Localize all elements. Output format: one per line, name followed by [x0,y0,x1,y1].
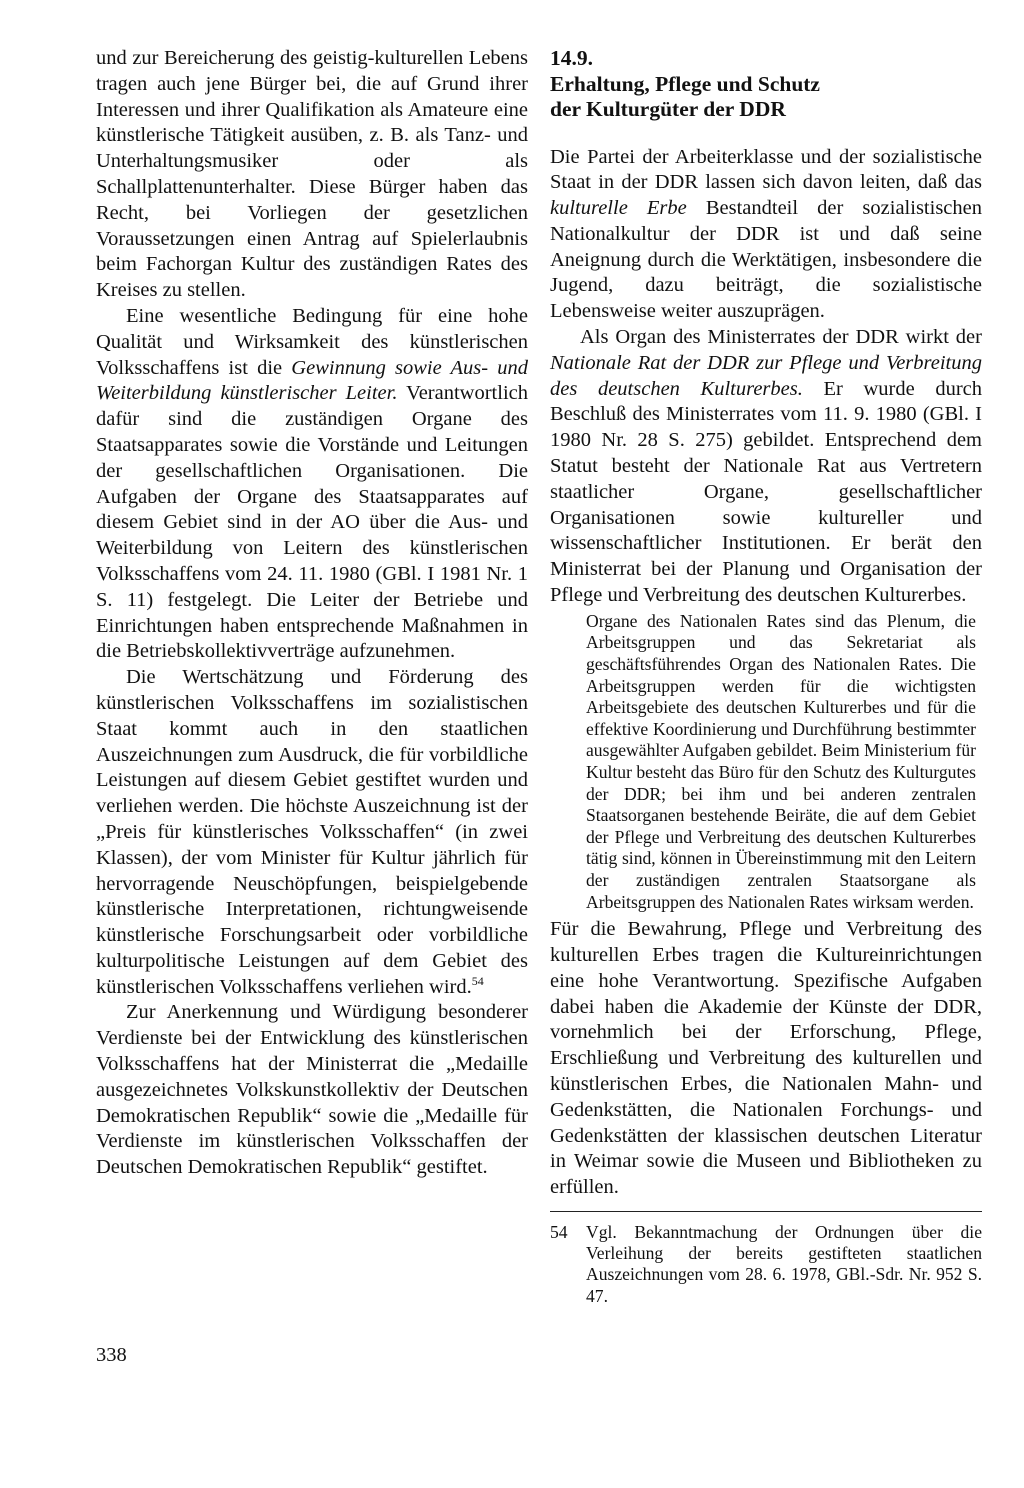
footnote-divider [550,1211,982,1212]
section-number: 14.9. [550,46,593,70]
right-column [550,46,982,1307]
footnote-reference[interactable]: 54 [471,973,484,988]
left-p2-text-a: Eine wesentliche Bedingung für eine hohe Qualität und Wirksamkeit des künstlerischen Volksschaffens ist die [96,304,528,379]
left-p3-text: Die Wertschätzung und Förderung des künstlerischen Volksschaffens im sozialistischen Staat kommt auch in den staatlichen Auszeichnungen zum Ausdruck, die für vorbildliche Leistungen auf diesem Gebiet gestiftet wurden und verliehen werden. Die höchste Auszeichnung ist der „Preis für künstlerisches Volksschaffen“ (in zwei Klassen), der vom Minister für Kultur jährlich für hervorragende Neuschöpfungen, beispielgebende künstlerische Interpretationen, richtungweisende künstlerische Forschungsarbeit oder vorbildliche kulturpolitische Leistungen auf dem Gebiet des künstlerischen Volksschaffens verliehen wird. [96,666,528,998]
right-p1-text-a: Die Partei der Arbeiterklasse und der sozialistische Staat in der DDR lassen sich davon leiten, daß das [550,145,982,194]
right-p2-text-b: Er wurde durch Beschluß des Ministerrates vom 11. 9. 1980 (GBl. I 1980 Nr. 28 S. 275) gebildet. Entsprechend dem Statut besteht der Nationale Rat aus Vertretern staatlicher Organe, gesellschaftlicher Organisationen sowie kultureller und wissenschaftlicher Institutionen. Er berät den Ministerrat bei der Planung und Organisation der Pflege und Verbreitung des deutschen Kulturerbes. [550,377,982,607]
right-paragraph-3: Für die Bewahrung, Pflege und Verbreitung des kulturellen Erbes tragen die Kultureinrichtungen eine hohe Verantwortung. Spezifische Aufgaben dabei haben die Akademie der Künste der DDR, vornehmlich bei der Erforschung, Pflege, Erschließung und Verbreitung des kulturellen und künstlerischen Erbes, die Nationalen Mahn- und Gedenkstätten, die Nationalen Forchungs- und Gedenkstätten der klassischen deutschen Literatur in Weimar sowie die Museen und Bibliotheken zu erfüllen. [550,918,982,1199]
right-paragraph-1 [550,145,982,326]
section-heading [550,46,982,123]
right-p1-text-b: Bestandteil der sozialistischen Nationalkultur der DDR ist und daß seine Aneignung durch die Werktätigen, insbesondere die Jugend, dazu beiträgt, die sozialistische Lebensweise weiter auszuprägen. [550,197,982,323]
left-p2-text-b: Verantwortlich dafür sind die zuständigen Organe des Staatsapparates sowie die Vorstände und Leitungen der gesellschaftlichen Organisationen. Die Aufgaben der Organe des Staatsapparates auf diesem Gebiet sind in der AO über die Aus- und Weiterbildung von Leitern des künstlerischen Volksschaffens vom 24. 11. 1980 (GBl. I 1981 Nr. 1 S. 11) festgelegt. Die Leiter der Betriebe und Einrichtungen haben entsprechende Maßnahmen in die Betriebskollektivverträge aufzunehmen. [96,382,528,663]
right-p1-emphasis: kulturelle Erbe [550,197,687,220]
footnote-text: Vgl. Bekanntmachung der Ordnungen über die Verleihung der bereits gestifteten staatlichen Auszeichnungen vom 28. 6. 1978, GBl.-Sdr. Nr. 952 S. 47. [586,1221,982,1306]
small-print-paragraph: Organe des Nationalen Rates sind das Plenum, die Arbeitsgruppen und das Sekretariat als geschäftsführendes Organ des Nationalen Rates. Die Arbeitsgruppen werden für die wichtigsten Arbeitsgebiete des deutschen Kulturerbes und für die effektive Koordinierung und Durchführung bestimmter ausgewählter Aufgaben gebildet. Beim Ministerium für Kultur besteht das Büro für den Schutz des Kulturgutes der DDR; bei ihm und bei anderen zentralen Staatsorganen bestehende Beiräte, die auf dem Gebiet der Pflege und Verbreitung des deutschen Kulturerbes tätig sind, können in Übereinstimmung mit den Leitern der zuständigen zentralen Staatsorgane als Arbeitsgruppen des Nationalen Rates wirksam werden. [586,610,976,912]
section-title-line-2: der Kulturgüter der DDR [550,97,786,121]
right-p2-text-a: Als Organ des Ministerrates der DDR wirkt der [580,326,982,349]
left-paragraph-4: Zur Anerkennung und Würdigung besonderer Verdienste bei der Entwicklung des künstlerischen Volksschaffens hat der Ministerrat die „Medaille ausgezeichnetes Volkskunstkollektiv der Deutschen Demokratischen Republik“ sowie die „Medaille für Verdienste im künstlerischen Volksschaffen der Deutschen Demokratischen Republik“ gestiftet. [96,1001,528,1179]
left-paragraph-2 [96,304,528,665]
footnote [550,1222,982,1307]
section-title-line-1: Erhaltung, Pflege und Schutz [550,71,820,96]
right-paragraph-2 [550,325,982,609]
page-number: 338 [96,1344,127,1366]
left-paragraph-3 [96,665,528,1000]
footnote-number: 54 [550,1221,568,1242]
left-column [96,46,528,1181]
right-p2-emphasis: Nationale Rat der DDR zur Pflege und Verbreitung des deutschen Kulturerbes. [550,351,982,400]
left-p2-emphasis: Gewinnung sowie Aus- und Weiterbildung künstlerischer Leiter. [96,356,528,405]
left-paragraph-1: und zur Bereicherung des geistig-kulturellen Lebens tragen auch jene Bürger bei, die auf Grund ihrer Interessen und ihrer Qualifikation als Amateure eine künstlerische Tätigkeit ausüben, z. B. als Tanz- und Unterhaltungsmusiker oder als Schallplattenunterhalter. Diese Bürger haben das Recht, bei Vorliegen der gesetzlichen Voraussetzungen einen Antrag auf Spielerlaubnis beim Fachorgan Kultur des zuständigen Rates des Kreises zu stellen. [96,47,528,302]
